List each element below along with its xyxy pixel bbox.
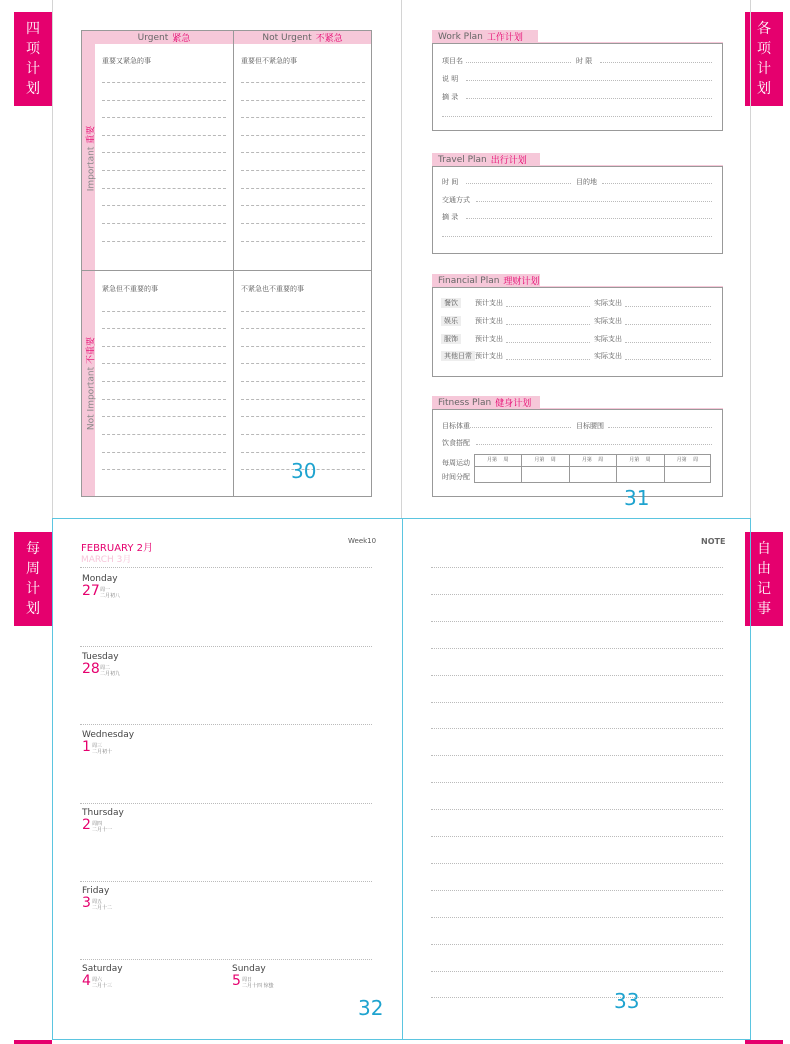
day-weekday-cn: 周五: [92, 899, 103, 905]
day-weekday-cn: 周一: [100, 587, 111, 593]
writing-line: [506, 359, 590, 360]
writing-line: [102, 381, 226, 382]
day-number: 2: [82, 817, 91, 833]
note-line: [431, 917, 723, 918]
writing-line: [506, 342, 590, 343]
travel-summary: 摘 录: [442, 213, 459, 221]
writing-line: [241, 363, 365, 364]
financial-budget-label: 预计支出: [475, 317, 503, 325]
writing-line: [608, 427, 712, 428]
page-edge: [750, 0, 751, 518]
fitness-week-cell: 月第 周: [676, 457, 698, 463]
day-name: Saturday: [82, 964, 123, 974]
note-line: [431, 863, 723, 864]
day-name: Sunday: [232, 964, 266, 974]
financial-budget-label: 预计支出: [475, 352, 503, 360]
day-lunar: 二月十三: [92, 983, 113, 989]
page-number-31: 31: [624, 486, 650, 510]
writing-line: [102, 170, 226, 171]
writing-line: [102, 452, 226, 453]
note-line: [431, 836, 723, 837]
financial-category: 娱乐: [441, 316, 461, 326]
writing-line: [466, 80, 712, 81]
writing-line: [102, 311, 226, 312]
writing-line: [241, 117, 365, 118]
day-separator: [80, 724, 372, 725]
fitness-week-cell: 月第 周: [581, 457, 604, 463]
next-month-title: MARCH 3月: [81, 555, 132, 565]
writing-line: [241, 434, 365, 435]
writing-line: [241, 100, 365, 101]
day-separator: [80, 646, 372, 647]
day-separator: [80, 567, 372, 568]
day-weekday-cn: 周三: [92, 743, 103, 749]
day-lunar: 二月初八: [100, 593, 121, 599]
tab-weekly-plan[interactable]: 每 周 计 划: [14, 532, 52, 626]
fitness-week-cell: 月第 周: [487, 457, 509, 463]
quadrant-4-label: 不紧急也不重要的事: [241, 285, 304, 293]
travel-transport: 交通方式: [442, 196, 470, 204]
note-line: [431, 567, 723, 568]
writing-line: [241, 416, 365, 417]
work-note: 说 明: [442, 75, 459, 83]
writing-line: [241, 205, 365, 206]
month-title: FEBRUARY 2月: [81, 543, 154, 554]
day-name: Friday: [82, 886, 110, 896]
note-line: [431, 675, 723, 676]
note-line: [431, 890, 723, 891]
travel-plan-header: Travel Plan 出行计划: [432, 153, 540, 166]
travel-time: 时 间: [442, 178, 459, 186]
work-item-name: 项目名: [442, 57, 463, 65]
financial-budget-label: 预计支出: [475, 299, 503, 307]
writing-line: [602, 183, 712, 184]
note-line: [431, 944, 723, 945]
note-title: NOTE: [701, 537, 726, 546]
day-separator: [80, 803, 372, 804]
writing-line: [102, 241, 226, 242]
tab-free-notes[interactable]: 自 由 记 事: [745, 532, 783, 626]
writing-line: [102, 223, 226, 224]
fitness-weekly: 每周运动: [442, 459, 470, 467]
writing-line: [102, 100, 226, 101]
day-number: 28: [82, 661, 100, 677]
work-time: 时 限: [576, 57, 593, 65]
fitness-week-cell: 月第 周: [534, 457, 556, 463]
writing-line: [102, 363, 226, 364]
note-line: [431, 971, 723, 972]
writing-line: [625, 342, 711, 343]
financial-category: 餐饮: [441, 298, 461, 308]
day-weekday-cn: 周四: [92, 821, 103, 827]
day-number: 1: [82, 739, 91, 755]
writing-line: [506, 324, 590, 325]
matrix-vdivider: [233, 31, 234, 496]
day-weekday-cn: 周二: [100, 665, 111, 671]
day-lunar: 二月初十: [92, 749, 113, 755]
matrix-hdivider: [82, 270, 371, 271]
writing-line: [241, 152, 365, 153]
writing-line: [476, 444, 712, 445]
writing-line: [442, 236, 712, 237]
writing-line: [241, 82, 365, 83]
travel-destination: 目的地: [576, 178, 597, 186]
writing-line: [241, 452, 365, 453]
day-number: 3: [82, 895, 91, 911]
financial-actual-label: 实际支出: [594, 352, 622, 360]
writing-line: [102, 434, 226, 435]
note-line: [431, 755, 723, 756]
fitness-time: 时间分配: [442, 473, 470, 481]
week-number: Week10: [348, 537, 377, 545]
day-number: 4: [82, 973, 91, 989]
financial-budget-label: 预计支出: [475, 335, 503, 343]
writing-line: [102, 416, 226, 417]
writing-line: [102, 399, 226, 400]
financial-plan-header: Financial Plan 理财计划: [432, 274, 540, 287]
writing-line: [241, 188, 365, 189]
quadrant-2-label: 重要但不紧急的事: [241, 57, 297, 65]
writing-line: [102, 328, 226, 329]
writing-line: [241, 346, 365, 347]
writing-line: [102, 346, 226, 347]
day-lunar: 二月十一: [92, 827, 113, 833]
fitness-diet: 饮食搭配: [442, 439, 470, 447]
writing-line: [506, 306, 590, 307]
writing-line: [625, 306, 711, 307]
fitness-plan-header: Fitness Plan 健身计划: [432, 396, 540, 409]
note-line: [431, 809, 723, 810]
page-edge: [52, 0, 53, 518]
day-weekday-cn: 周日: [242, 977, 253, 983]
writing-line: [102, 152, 226, 153]
financial-actual-label: 实际支出: [594, 335, 622, 343]
header-not-urgent: Not Urgent 不紧急: [234, 31, 371, 44]
writing-line: [102, 205, 226, 206]
day-weekday-cn: 周六: [92, 977, 103, 983]
fitness-target-waist: 目标腰围: [576, 422, 604, 430]
fitness-target-weight: 目标体重: [442, 422, 470, 430]
page-number-33: 33: [614, 989, 640, 1013]
fitness-week-cell: 月第 周: [629, 457, 651, 463]
writing-line: [466, 183, 571, 184]
financial-category: 其他日常: [441, 351, 475, 361]
writing-line: [102, 82, 226, 83]
quadrant-1-label: 重要又紧急的事: [102, 57, 151, 65]
work-summary: 摘 录: [442, 93, 459, 101]
financial-actual-label: 实际支出: [594, 299, 622, 307]
financial-category: 服饰: [441, 334, 461, 344]
writing-line: [476, 201, 712, 202]
label-important: Important 重要: [86, 125, 97, 192]
work-plan-header: Work Plan 工作计划: [432, 30, 538, 43]
note-line: [431, 648, 723, 649]
bottom-tab-left: [14, 1040, 52, 1044]
writing-line: [600, 62, 712, 63]
writing-line: [102, 117, 226, 118]
writing-line: [241, 223, 365, 224]
note-line: [431, 997, 723, 998]
note-line: [431, 728, 723, 729]
header-urgent: Urgent 紧急: [95, 31, 233, 44]
note-line: [431, 782, 723, 783]
financial-actual-label: 实际支出: [594, 317, 622, 325]
writing-line: [102, 135, 226, 136]
writing-line: [442, 116, 712, 117]
writing-line: [241, 241, 365, 242]
day-name: Thursday: [82, 808, 124, 818]
label-not-important: Not Important 不重要: [86, 336, 97, 431]
writing-line: [241, 170, 365, 171]
writing-line: [241, 135, 365, 136]
day-separator: [80, 881, 372, 882]
note-line: [431, 621, 723, 622]
spread-divider: [402, 518, 403, 1040]
day-separator: [80, 959, 372, 960]
writing-line: [102, 188, 226, 189]
tab-four-plans[interactable]: 四 项 计 划: [14, 12, 52, 106]
day-name: Monday: [82, 574, 118, 584]
writing-line: [625, 324, 711, 325]
fitness-grid-mid: [474, 466, 711, 467]
writing-line: [241, 381, 365, 382]
page-edge: [401, 0, 402, 518]
writing-line: [102, 469, 226, 470]
writing-line: [466, 427, 571, 428]
writing-line: [466, 218, 712, 219]
writing-line: [625, 359, 711, 360]
tab-each-plan[interactable]: 各 项 计 划: [745, 12, 783, 106]
writing-line: [466, 62, 571, 63]
day-lunar: 二月十四 惊蛰: [242, 983, 274, 989]
day-name: Tuesday: [82, 652, 119, 662]
bottom-tab-right: [745, 1040, 783, 1044]
quadrant-3-label: 紧急但不重要的事: [102, 285, 158, 293]
writing-line: [241, 328, 365, 329]
note-line: [431, 594, 723, 595]
writing-line: [241, 311, 365, 312]
day-number: 27: [82, 583, 100, 599]
writing-line: [241, 399, 365, 400]
writing-line: [466, 98, 712, 99]
page-number-32: 32: [358, 996, 384, 1020]
day-name: Wednesday: [82, 730, 135, 740]
day-lunar: 二月初九: [100, 671, 121, 677]
page-number-30: 30: [291, 459, 317, 483]
note-line: [431, 702, 723, 703]
day-lunar: 二月十二: [92, 905, 113, 911]
day-number: 5: [232, 973, 241, 989]
